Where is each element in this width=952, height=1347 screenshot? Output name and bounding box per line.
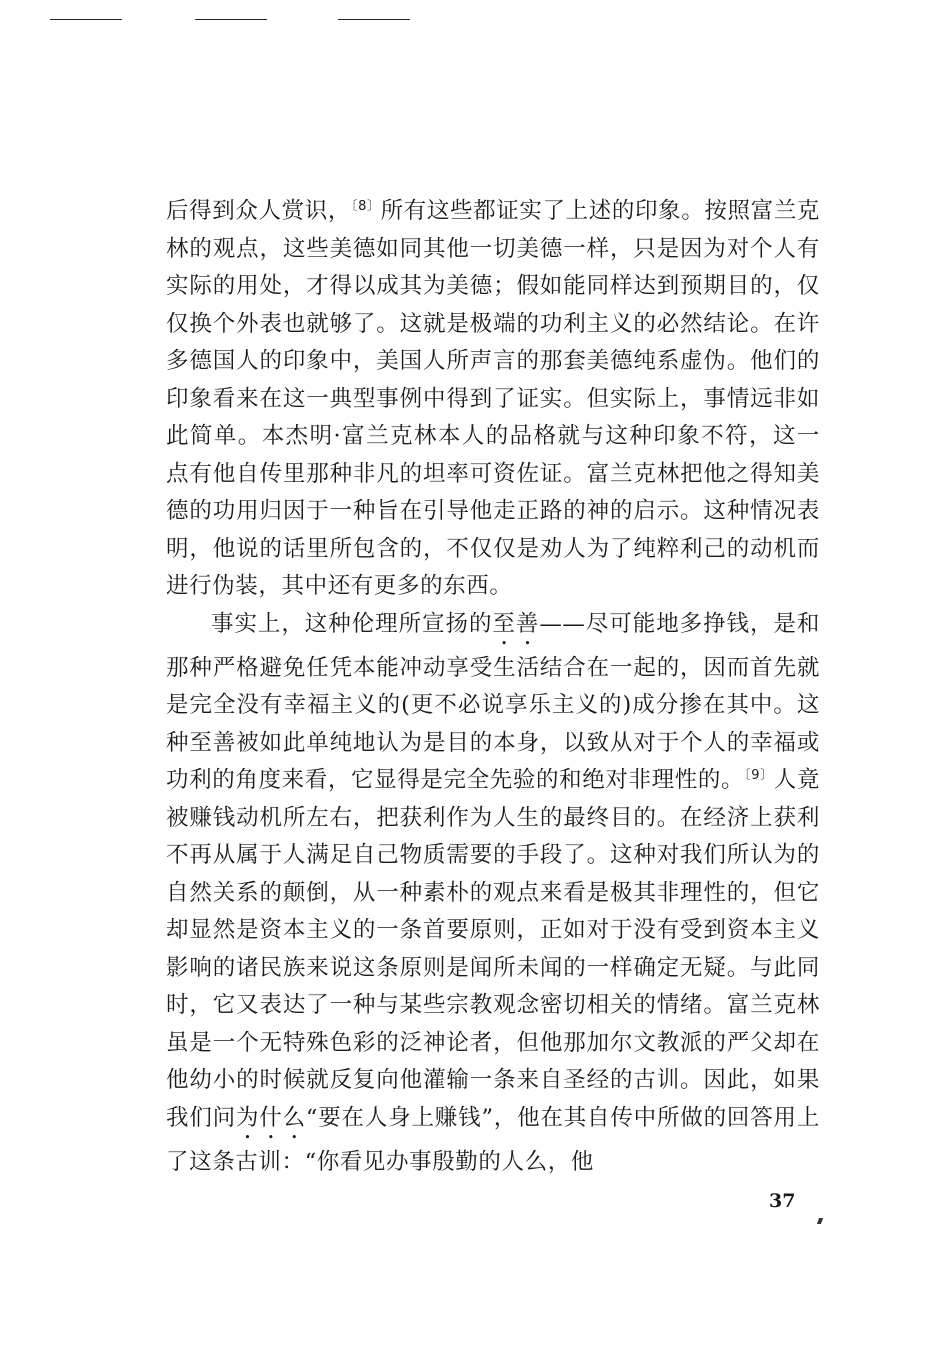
header-rule-middle xyxy=(195,19,267,20)
footnote-ref-9: 〔9〕 xyxy=(744,768,774,783)
paragraph-1-text-b: 所有这些都证实了上述的印象。按照富兰克林的观点，这些美德如同其他一切美德一样，只是因为对个人有实际的用处，才得以成其为美德；假如能同样达到预期目的，仅仅换个外表也就够了。这就是极端的功利主义的必然结论。在许多德国人的印象中，美国人所声言的那套美德纯系虚伪。他们的印象看来在这一典型事例中得到了证实。但实际上，事情远非如此简单。本杰明·富兰克林本人的品格就与这种印象不符，这一点有他自传里那种非凡的坦率可资佐证。富兰克林把他之得知美德的功用归因于一种旨在引导他走正路的神的启示。这种情况表明，他说的话里所包含的，不仅仅是劝人为了纯粹利己的动机而进行伪装，其中还有更多的东西。 xyxy=(166,198,820,599)
header-rule-left xyxy=(50,19,122,20)
paragraph-2 xyxy=(166,606,820,1182)
paragraph-1 xyxy=(166,193,820,606)
footnote-ref-8: 〔8〕 xyxy=(351,199,381,214)
page-body xyxy=(166,193,820,1181)
paragraph-2-text-c: 人竟被赚钱动机所左右，把获利作为人生的最终目的。在经济上获利不再从属于人满足自己物质需要的手段了。这种对我们所认为的自然关系的颠倒，从一种素朴的观点来看是极其非理性的，但它却显然是资本主义的一条首要原则，正如对于没有受到资本主义影响的诸民族来说这条原则是闻所未闻的一样确定无疑。与此同时，它又表达了一种与某些宗教观念密切相关的情绪。富兰克林虽是一个无特殊色彩的泛神论者，但他那加尔文教派的严父却在他幼小的时候就反复向他灌输一条来自圣经的古训。因此，如果我们问 xyxy=(166,767,820,1131)
paragraph-1-text-a: 后得到众人赏识， xyxy=(166,198,351,224)
emphasis-highest-good: 至善 xyxy=(492,610,540,637)
paragraph-2-text-a: 事实上，这种伦理所宣扬的 xyxy=(211,610,493,637)
header-rule-right xyxy=(338,19,410,20)
scan-mark xyxy=(817,1218,823,1224)
paragraph-2-text-b: ——尽可能地多挣钱，是和那种严格避免任凭本能冲动享受生活结合在一起的，因而首先就是完全没有幸福主义的(更不必说享乐主义的)成分掺在其中。这种至善被如此单纯地认为是目的本身，以致从对于个人的幸福或功利的角度来看，它显得是完全先验的和绝对非理性的。 xyxy=(166,610,821,793)
emphasis-why: 为什么 xyxy=(235,1104,306,1131)
paragraph-2-text-d: “要在人身上赚钱”，他在其自传中所做的回答用上了这条古训：“你看见办事殷勤的人么，他 xyxy=(166,1104,820,1175)
page-number: 37 xyxy=(769,1190,796,1212)
